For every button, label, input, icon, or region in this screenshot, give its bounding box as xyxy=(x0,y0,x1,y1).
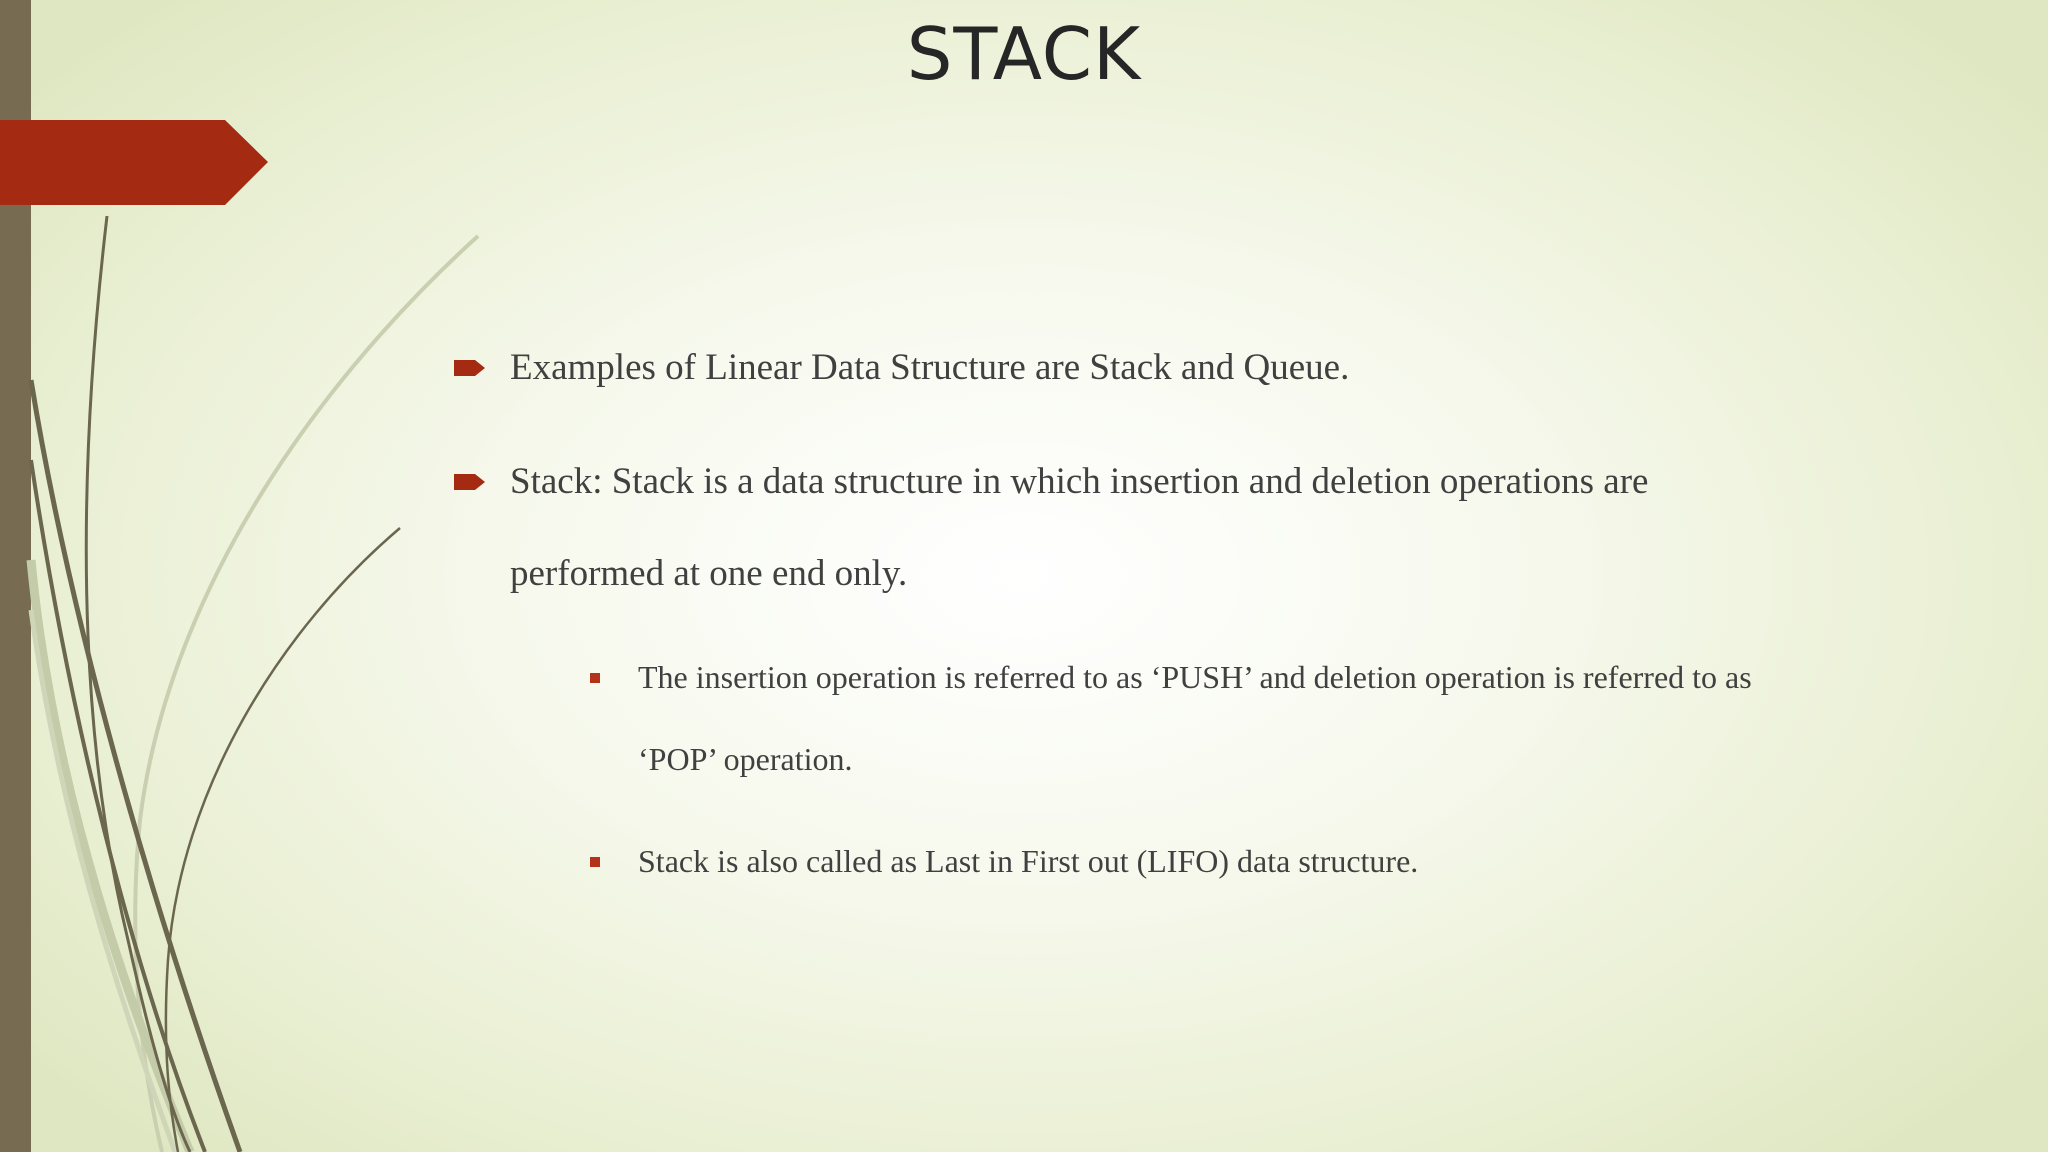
square-bullet-icon xyxy=(590,673,600,683)
sub-bullet-list xyxy=(510,636,1810,902)
bullet-text: Examples of Linear Data Structure are Stack and Queue. xyxy=(510,347,1350,388)
sub-bullet-text: The insertion operation is referred to as ‘PUSH’ and deletion operation is referred to as ‘POP’ operation. xyxy=(638,659,1752,777)
arrow-bullet-icon xyxy=(454,471,486,493)
slide-title: STACK xyxy=(906,12,1142,96)
title-tab-arrow xyxy=(0,120,268,205)
square-bullet-icon xyxy=(590,857,600,867)
bullet-item xyxy=(450,322,1810,414)
bullet-item xyxy=(450,436,1810,902)
arrow-bullet-icon xyxy=(454,357,486,379)
sub-bullet-item xyxy=(638,820,1810,902)
sub-bullet-item xyxy=(638,636,1810,800)
bullet-text: Stack: Stack is a data structure in which insertion and deletion operations are performed at one end only. xyxy=(510,461,1649,594)
slide-content xyxy=(450,322,1810,902)
sub-bullet-text: Stack is also called as Last in First out (LIFO) data structure. xyxy=(638,843,1419,879)
